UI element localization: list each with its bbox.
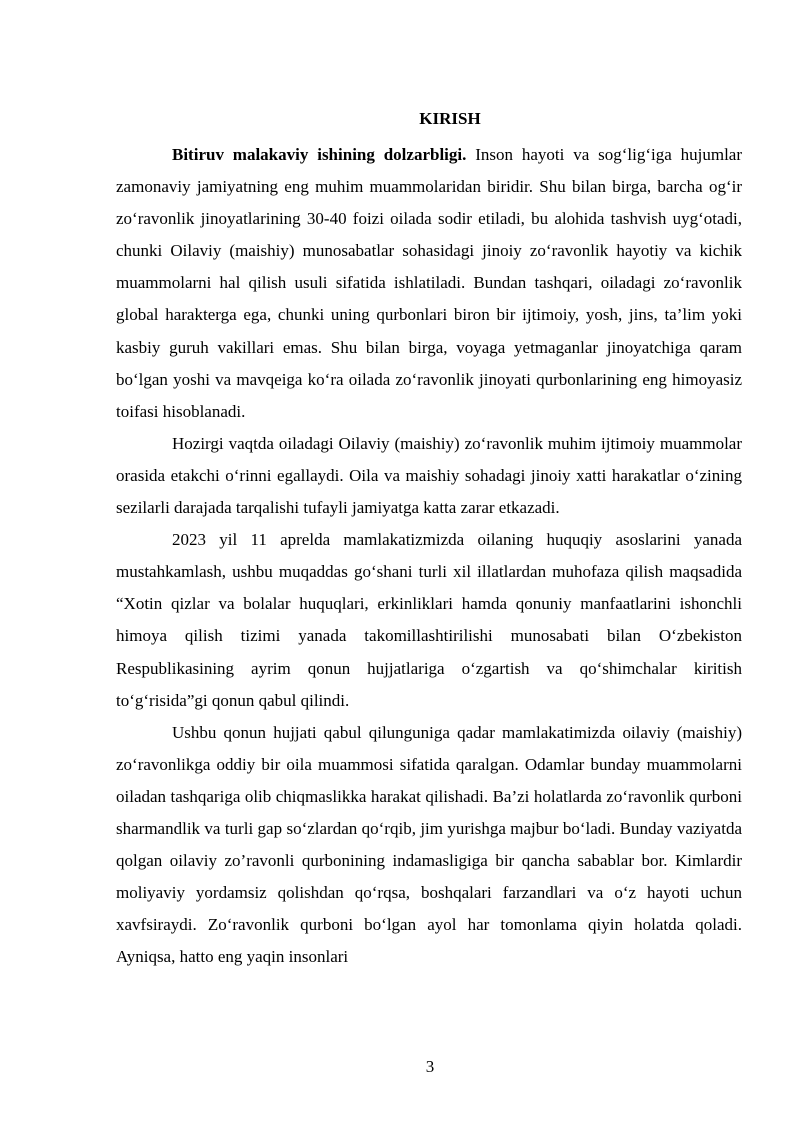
paragraph-2 xyxy=(116,428,742,524)
paragraph-4 xyxy=(116,717,742,974)
paragraph-lead: Bitiruv malakaviy ishining dolzarbligi. xyxy=(172,145,467,164)
paragraph-text: Ushbu qonun hujjati qabul qilunguniga qadar mamlakatimizda oilaviy (maishiy) zo‘ravonlikga oddiy bir oila muammosi sifatida qaralgan. Odamlar bunday muammolarni oiladan tashqariga olib chiqmaslikka harakat qilishadi. Ba’zi holatlarda zo‘ravonlik qurboni sharmandlik va turli gap so‘zlardan qo‘rqib, jim yurishga majbur bo‘ladi. Bunday vaziyatda qolgan oilaviy zo’ravonli qurbonining indamasligiga bir qancha sabablar bor. Kimlardir moliyaviy yordamsiz qolishdan qo‘rqsa, boshqalari farzandlari va o‘z hayoti uchun xavfsiraydi. Zo‘ravonlik qurboni bo‘lgan ayol har tomonlama qiyin holatda qoladi. Ayniqsa, hatto eng yaqin insonlari xyxy=(116,722,742,967)
paragraph-1 xyxy=(116,139,742,428)
paragraph-text: Hozirgi vaqtda oiladagi Oilaviy (maishiy) zo‘ravonlik muhim ijtimoiy muammolar orasida etakchi o‘rinni egallaydi. Oila va maishiy sohadagi jinoiy xatti harakatlar o‘zining sezilarli darajada tarqalishi tufayli jamiyatga katta zarar etkazadi. xyxy=(116,433,742,518)
document-body xyxy=(116,107,742,973)
paragraph-text: Inson hayoti va sog‘lig‘iga hujumlar zamonaviy jamiyatning eng muhim muammolaridan biridir. Shu bilan birga, barcha og‘ir zo‘ravonlik jinoyatlarining 30-40 foizi oilada sodir etiladi, bu alohida tashvish uyg‘otadi, chunki Oilaviy (maishiy) munosabatlar sohasidagi jinoiy zo‘ravonlik hayotiy va kichik muammolarni hal qilish usuli sifatida ishlatiladi. Bundan tashqari, oiladagi zo‘ravonlik global harakterga ega, chunki uning qurbonlari biron bir ijtimoiy, yosh, jins, ta’lim yoki kasbiy guruh vakillari emas. Shu bilan birga, voyaga yetmaganlar jinoyatchiga qaram bo‘lgan yoshi va mavqeiga ko‘ra oilada zo‘ravonlik jinoyati qurbonlarining eng himoyasiz toifasi hisoblanadi. xyxy=(116,145,742,421)
page-number: 3 xyxy=(425,1057,435,1076)
paragraph-3 xyxy=(116,524,742,717)
section-title: KIRISH xyxy=(419,109,481,128)
paragraph-text: 2023 yil 11 aprelda mamlakatizmizda oilaning huquqiy asoslarini yanada mustahkamlash, ushbu muqaddas go‘shani turli xil illatlardan muhofaza qilish maqsadida “Xotin qizlar va bolalar huquqlari, erkinliklari hamda qonuniy manfaatlarini ishonchli himoya qilish tizimi yanada takomillashtirilishi munosabati bilan O‘zbekiston Respublikasining ayrim qonun hujjatlariga o‘zgartish va qo‘shimchalar kiritish to‘g‘risida”gi qonun qabul qilindi. xyxy=(116,530,742,710)
